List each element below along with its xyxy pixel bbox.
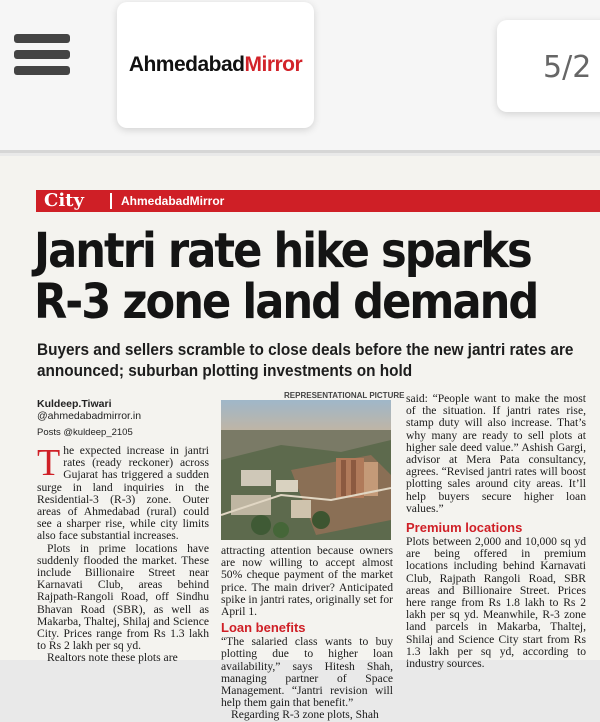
byline-name: Kuldeep.Tiwari — [37, 398, 112, 410]
byline-posts: Posts @kuldeep_2105 — [37, 427, 133, 438]
article-subheadline: Buyers and sellers scramble to close deals before the new jantri rates are announced; suburban plotting investments on hold — [37, 341, 574, 380]
logo-part-ahmedabad: Ahmedabad — [128, 53, 245, 76]
subhead-premium-locations: Premium locations — [406, 520, 523, 536]
section-header-bar — [36, 190, 600, 212]
photo-caption: REPRESENTATIONAL PICTURE — [284, 391, 405, 400]
page-indicator-card[interactable] — [497, 20, 600, 112]
logo-part-mirror: Mirror — [244, 53, 303, 76]
section-label: City — [44, 190, 84, 211]
article-column-3 — [406, 393, 586, 670]
subhead-loan-benefits: Loan benefits — [221, 620, 306, 636]
app-top-bar — [0, 0, 600, 153]
col2-paragraph-1: attracting attention because owners are now willing to accept almost 50% cheque payment of the market price. The main driver? Anticipated spike in jantri rates, originally set for April 1. — [221, 544, 393, 619]
aerial-city-photo — [221, 400, 391, 540]
article-column-1 — [37, 442, 209, 665]
app-logo-card[interactable] — [117, 2, 314, 128]
col2-paragraph-2: “The salaried class wants to buy plotting due to higher loan availability,” says Hitesh Shah, managing partner of Space Management. “Jantri revision will help them gain that benefit.” — [221, 635, 393, 710]
hamburger-menu-icon[interactable] — [14, 34, 70, 82]
col1-paragraph-2: Plots in prime locations have suddenly flooded the market. These include Billionaire Street near Karnavati Club, areas behind Rajpath-Rangoli Road, off Sindhu Bhavan Road (SBR), as well as Makarba, Thaltej, Shilaj and Science City. Prices range from Rs 1.3 lakh to Rs 2 lakh per sq yd. — [37, 541, 209, 653]
col3-paragraph-1: said: “People want to make the most of the situation. If jantri rates rise, stamp duty will also increase. That’s why many are ready to sell plots at higher sale deed value.” Ashish Gargi, advisor at Mera Pata consultancy, agrees. “Revised jantri rates will boost plotting sales around city areas. It’ll help buyers secure higher loan values.” — [406, 392, 586, 515]
col3-paragraph-2: Plots between 2,000 and 10,000 sq yd are being offered in premium locations including behind Karnavati Club, Rajpath Rangoli Road, SBR areas and Billionaire Street. Prices here range from Rs 1.8 lakh to Rs 2 lakh per sq yd. Meanwhile, R-3 zone land parcels in Makarba, Thaltej, Shilaj and Science City start from Rs 1.3 lakh per sq yd, according to industry sources. — [406, 535, 586, 671]
col1-paragraph-1: he expected increase in jantri rates (ready reckoner) across Gujarat has triggered a sudden surge in land inquiries in the Residential-3 (R-3) zone. Outer areas of Ahmedabad (rural) could see a sharper rise, while city limits also face substantial increases. — [37, 444, 209, 543]
byline-handle: @ahmedabadmirror.in — [37, 410, 142, 422]
col2-paragraph-3: Regarding R-3 zone plots, Shah — [231, 708, 379, 722]
section-brand: AhmedabadMirror — [121, 194, 225, 208]
byline — [37, 398, 141, 422]
drop-cap: T — [37, 442, 61, 484]
article-column-2 — [221, 545, 393, 722]
headline-line-1: Jantri rate hike sparks — [34, 223, 531, 279]
page-indicator: 5/2 — [543, 50, 592, 85]
headline-line-2: R-3 zone land demand — [34, 274, 538, 330]
app-logo — [129, 53, 302, 77]
article-photo — [221, 400, 391, 540]
col1-paragraph-3: Realtors note these plots are — [47, 651, 178, 665]
section-divider — [110, 193, 112, 209]
article-headline — [34, 223, 543, 330]
